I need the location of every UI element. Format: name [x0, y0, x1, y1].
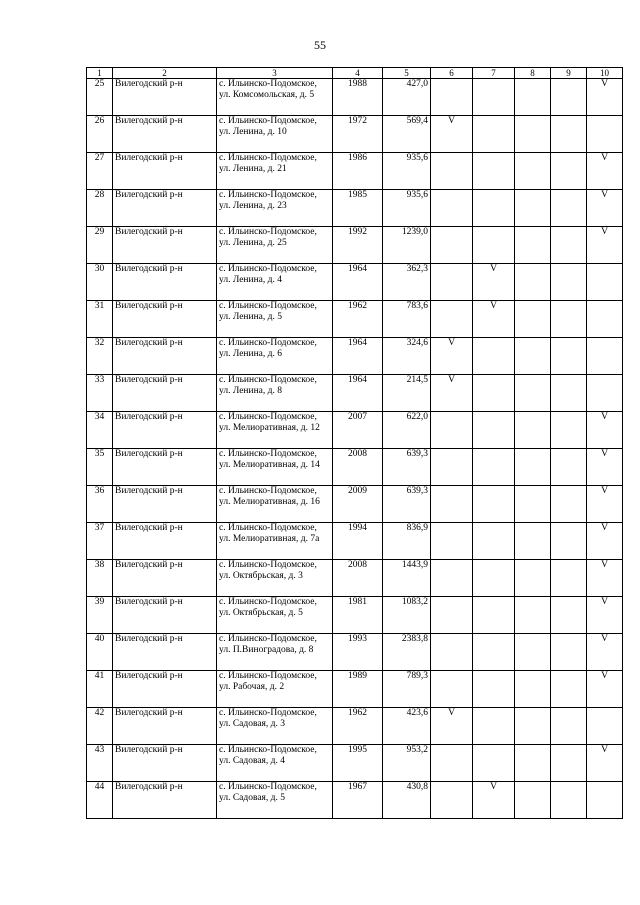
- mark-col-8: [515, 671, 551, 708]
- district-cell: Вилегодский р-н: [113, 301, 217, 338]
- mark-col-7: [473, 116, 515, 153]
- year-cell: 1964: [333, 375, 383, 412]
- address-cell: с. Ильинско-Подомское, ул. Ленина, д. 6: [217, 338, 333, 375]
- mark-col-6: V: [431, 708, 473, 745]
- year-cell: 2008: [333, 560, 383, 597]
- mark-col-6: [431, 190, 473, 227]
- mark-col-7: [473, 486, 515, 523]
- area-cell: 639,3: [383, 486, 431, 523]
- mark-col-9: [551, 338, 587, 375]
- address-cell: с. Ильинско-Подомское, ул. Мелиоративная, д. 16: [217, 486, 333, 523]
- row-number: 29: [87, 227, 113, 264]
- mark-col-8: [515, 116, 551, 153]
- row-number: 31: [87, 301, 113, 338]
- district-cell: Вилегодский р-н: [113, 190, 217, 227]
- row-number: 43: [87, 745, 113, 782]
- row-number: 37: [87, 523, 113, 560]
- mark-col-9: [551, 486, 587, 523]
- mark-col-6: [431, 153, 473, 190]
- mark-col-6: [431, 486, 473, 523]
- district-cell: Вилегодский р-н: [113, 560, 217, 597]
- year-cell: 1988: [333, 79, 383, 116]
- address-cell: с. Ильинско-Подомское, ул. Комсомольская, д. 5: [217, 79, 333, 116]
- header-row: [87, 68, 623, 79]
- column-header: 8: [515, 68, 551, 79]
- district-cell: Вилегодский р-н: [113, 153, 217, 190]
- mark-col-6: V: [431, 375, 473, 412]
- address-cell: с. Ильинско-Подомское, ул. Ленина, д. 4: [217, 264, 333, 301]
- district-cell: Вилегодский р-н: [113, 597, 217, 634]
- address-cell: с. Ильинско-Подомское, ул. Садовая, д. 3: [217, 708, 333, 745]
- district-cell: Вилегодский р-н: [113, 745, 217, 782]
- mark-col-10: [587, 375, 623, 412]
- mark-col-8: [515, 264, 551, 301]
- mark-col-9: [551, 264, 587, 301]
- mark-col-10: [587, 782, 623, 819]
- area-cell: 953,2: [383, 745, 431, 782]
- row-number: 27: [87, 153, 113, 190]
- mark-col-7: [473, 79, 515, 116]
- mark-col-8: [515, 782, 551, 819]
- mark-col-9: [551, 79, 587, 116]
- mark-col-9: [551, 190, 587, 227]
- table-row: [87, 412, 623, 449]
- row-number: 41: [87, 671, 113, 708]
- column-header: 9: [551, 68, 587, 79]
- table-row: [87, 486, 623, 523]
- mark-col-8: [515, 412, 551, 449]
- area-cell: 362,3: [383, 264, 431, 301]
- mark-col-6: [431, 301, 473, 338]
- area-cell: 1239,0: [383, 227, 431, 264]
- mark-col-9: [551, 708, 587, 745]
- mark-col-8: [515, 301, 551, 338]
- mark-col-8: [515, 153, 551, 190]
- page-number: 55: [314, 38, 326, 52]
- table-row: [87, 79, 623, 116]
- address-cell: с. Ильинско-Подомское, ул. Октябрьская, д. 5: [217, 597, 333, 634]
- area-cell: 935,6: [383, 190, 431, 227]
- district-cell: Вилегодский р-н: [113, 264, 217, 301]
- row-number: 42: [87, 708, 113, 745]
- year-cell: 1985: [333, 190, 383, 227]
- mark-col-10: V: [587, 597, 623, 634]
- district-cell: Вилегодский р-н: [113, 375, 217, 412]
- year-cell: 2008: [333, 449, 383, 486]
- mark-col-7: [473, 745, 515, 782]
- mark-col-7: V: [473, 301, 515, 338]
- address-cell: с. Ильинско-Подомское, ул. Ленина, д. 25: [217, 227, 333, 264]
- row-number: 33: [87, 375, 113, 412]
- table-body: [87, 79, 623, 819]
- year-cell: 1967: [333, 782, 383, 819]
- table-row: [87, 375, 623, 412]
- row-number: 28: [87, 190, 113, 227]
- mark-col-6: V: [431, 116, 473, 153]
- table-row: [87, 745, 623, 782]
- mark-col-8: [515, 597, 551, 634]
- area-cell: 935,6: [383, 153, 431, 190]
- area-cell: 324,6: [383, 338, 431, 375]
- mark-col-6: [431, 560, 473, 597]
- area-cell: 622,0: [383, 412, 431, 449]
- area-cell: 569,4: [383, 116, 431, 153]
- mark-col-10: V: [587, 560, 623, 597]
- mark-col-9: [551, 597, 587, 634]
- mark-col-6: [431, 782, 473, 819]
- row-number: 40: [87, 634, 113, 671]
- mark-col-10: V: [587, 745, 623, 782]
- year-cell: 1962: [333, 301, 383, 338]
- column-header: 6: [431, 68, 473, 79]
- mark-col-9: [551, 301, 587, 338]
- area-cell: 639,3: [383, 449, 431, 486]
- district-cell: Вилегодский р-н: [113, 782, 217, 819]
- district-cell: Вилегодский р-н: [113, 708, 217, 745]
- area-cell: 430,8: [383, 782, 431, 819]
- year-cell: 2007: [333, 412, 383, 449]
- area-cell: 427,0: [383, 79, 431, 116]
- address-cell: с. Ильинско-Подомское, ул. Ленина, д. 23: [217, 190, 333, 227]
- mark-col-9: [551, 560, 587, 597]
- row-number: 39: [87, 597, 113, 634]
- mark-col-8: [515, 634, 551, 671]
- mark-col-8: [515, 708, 551, 745]
- address-cell: с. Ильинско-Подомское, ул. Мелиоративная, д. 12: [217, 412, 333, 449]
- mark-col-10: V: [587, 412, 623, 449]
- district-cell: Вилегодский р-н: [113, 449, 217, 486]
- mark-col-10: V: [587, 671, 623, 708]
- mark-col-10: V: [587, 523, 623, 560]
- row-number: 35: [87, 449, 113, 486]
- row-number: 25: [87, 79, 113, 116]
- mark-col-7: V: [473, 264, 515, 301]
- mark-col-8: [515, 375, 551, 412]
- mark-col-6: [431, 634, 473, 671]
- mark-col-7: [473, 634, 515, 671]
- mark-col-10: V: [587, 153, 623, 190]
- area-cell: 423,6: [383, 708, 431, 745]
- mark-col-9: [551, 116, 587, 153]
- row-number: 44: [87, 782, 113, 819]
- column-header: 1: [87, 68, 113, 79]
- mark-col-6: [431, 227, 473, 264]
- address-cell: с. Ильинско-Подомское, ул. П.Виноградова, д. 8: [217, 634, 333, 671]
- district-cell: Вилегодский р-н: [113, 523, 217, 560]
- mark-col-9: [551, 412, 587, 449]
- address-cell: с. Ильинско-Подомское, ул. Октябрьская, д. 3: [217, 560, 333, 597]
- mark-col-10: V: [587, 634, 623, 671]
- area-cell: 1083,2: [383, 597, 431, 634]
- mark-col-7: [473, 560, 515, 597]
- district-cell: Вилегодский р-н: [113, 79, 217, 116]
- district-cell: Вилегодский р-н: [113, 486, 217, 523]
- mark-col-7: [473, 671, 515, 708]
- address-cell: с. Ильинско-Подомское, ул. Мелиоративная, д. 7а: [217, 523, 333, 560]
- table-row: [87, 338, 623, 375]
- mark-col-8: [515, 486, 551, 523]
- mark-col-6: [431, 264, 473, 301]
- mark-col-7: [473, 597, 515, 634]
- table-row: [87, 116, 623, 153]
- row-number: 34: [87, 412, 113, 449]
- mark-col-6: V: [431, 338, 473, 375]
- row-number: 30: [87, 264, 113, 301]
- address-cell: с. Ильинско-Подомское, ул. Ленина, д. 8: [217, 375, 333, 412]
- address-cell: с. Ильинско-Подомское, ул. Ленина, д. 5: [217, 301, 333, 338]
- mark-col-7: [473, 375, 515, 412]
- district-cell: Вилегодский р-н: [113, 671, 217, 708]
- table-row: [87, 671, 623, 708]
- mark-col-8: [515, 338, 551, 375]
- table-row: [87, 153, 623, 190]
- mark-col-6: [431, 597, 473, 634]
- mark-col-7: [473, 412, 515, 449]
- mark-col-10: V: [587, 486, 623, 523]
- column-header: 10: [587, 68, 623, 79]
- mark-col-10: V: [587, 190, 623, 227]
- mark-col-9: [551, 634, 587, 671]
- year-cell: 1986: [333, 153, 383, 190]
- mark-col-10: [587, 116, 623, 153]
- column-header: 5: [383, 68, 431, 79]
- mark-col-10: V: [587, 79, 623, 116]
- mark-col-6: [431, 523, 473, 560]
- table-row: [87, 449, 623, 486]
- year-cell: 1993: [333, 634, 383, 671]
- column-header: 3: [217, 68, 333, 79]
- area-cell: 789,3: [383, 671, 431, 708]
- table-row: [87, 190, 623, 227]
- year-cell: 1981: [333, 597, 383, 634]
- year-cell: 1972: [333, 116, 383, 153]
- row-number: 26: [87, 116, 113, 153]
- address-cell: с. Ильинско-Подомское, ул. Садовая, д. 5: [217, 782, 333, 819]
- mark-col-10: V: [587, 227, 623, 264]
- mark-col-10: V: [587, 449, 623, 486]
- table-row: [87, 597, 623, 634]
- area-cell: 783,6: [383, 301, 431, 338]
- mark-col-9: [551, 523, 587, 560]
- row-number: 32: [87, 338, 113, 375]
- mark-col-6: [431, 412, 473, 449]
- mark-col-8: [515, 560, 551, 597]
- address-cell: с. Ильинско-Подомское, ул. Рабочая, д. 2: [217, 671, 333, 708]
- mark-col-9: [551, 782, 587, 819]
- mark-col-7: [473, 449, 515, 486]
- mark-col-7: [473, 338, 515, 375]
- column-header: 2: [113, 68, 217, 79]
- housing-registry-table: [86, 67, 623, 819]
- mark-col-8: [515, 523, 551, 560]
- mark-col-9: [551, 745, 587, 782]
- mark-col-8: [515, 449, 551, 486]
- table-row: [87, 264, 623, 301]
- mark-col-7: [473, 708, 515, 745]
- mark-col-9: [551, 671, 587, 708]
- district-cell: Вилегодский р-н: [113, 412, 217, 449]
- district-cell: Вилегодский р-н: [113, 338, 217, 375]
- area-cell: 836,9: [383, 523, 431, 560]
- mark-col-10: [587, 301, 623, 338]
- area-cell: 214,5: [383, 375, 431, 412]
- address-cell: с. Ильинско-Подомское, ул. Мелиоративная, д. 14: [217, 449, 333, 486]
- year-cell: 1964: [333, 338, 383, 375]
- table-row: [87, 301, 623, 338]
- mark-col-6: [431, 79, 473, 116]
- table-row: [87, 227, 623, 264]
- mark-col-6: [431, 449, 473, 486]
- row-number: 38: [87, 560, 113, 597]
- mark-col-8: [515, 745, 551, 782]
- district-cell: Вилегодский р-н: [113, 227, 217, 264]
- table-row: [87, 708, 623, 745]
- table-row: [87, 523, 623, 560]
- address-cell: с. Ильинско-Подомское, ул. Садовая, д. 4: [217, 745, 333, 782]
- area-cell: 1443,9: [383, 560, 431, 597]
- year-cell: 2009: [333, 486, 383, 523]
- year-cell: 1995: [333, 745, 383, 782]
- district-cell: Вилегодский р-н: [113, 116, 217, 153]
- mark-col-7: [473, 227, 515, 264]
- mark-col-8: [515, 190, 551, 227]
- mark-col-9: [551, 227, 587, 264]
- column-header: 7: [473, 68, 515, 79]
- mark-col-10: [587, 338, 623, 375]
- area-cell: 2383,8: [383, 634, 431, 671]
- mark-col-7: [473, 523, 515, 560]
- address-cell: с. Ильинско-Подомское, ул. Ленина, д. 10: [217, 116, 333, 153]
- district-cell: Вилегодский р-н: [113, 634, 217, 671]
- row-number: 36: [87, 486, 113, 523]
- mark-col-8: [515, 227, 551, 264]
- year-cell: 1992: [333, 227, 383, 264]
- column-header: 4: [333, 68, 383, 79]
- mark-col-8: [515, 79, 551, 116]
- mark-col-10: [587, 264, 623, 301]
- year-cell: 1989: [333, 671, 383, 708]
- mark-col-6: [431, 671, 473, 708]
- table-row: [87, 560, 623, 597]
- mark-col-6: [431, 745, 473, 782]
- mark-col-9: [551, 375, 587, 412]
- mark-col-7: [473, 153, 515, 190]
- mark-col-9: [551, 449, 587, 486]
- mark-col-7: V: [473, 782, 515, 819]
- mark-col-7: [473, 190, 515, 227]
- year-cell: 1962: [333, 708, 383, 745]
- year-cell: 1964: [333, 264, 383, 301]
- mark-col-10: [587, 708, 623, 745]
- table-row: [87, 782, 623, 819]
- year-cell: 1994: [333, 523, 383, 560]
- table-row: [87, 634, 623, 671]
- mark-col-9: [551, 153, 587, 190]
- address-cell: с. Ильинско-Подомское, ул. Ленина, д. 21: [217, 153, 333, 190]
